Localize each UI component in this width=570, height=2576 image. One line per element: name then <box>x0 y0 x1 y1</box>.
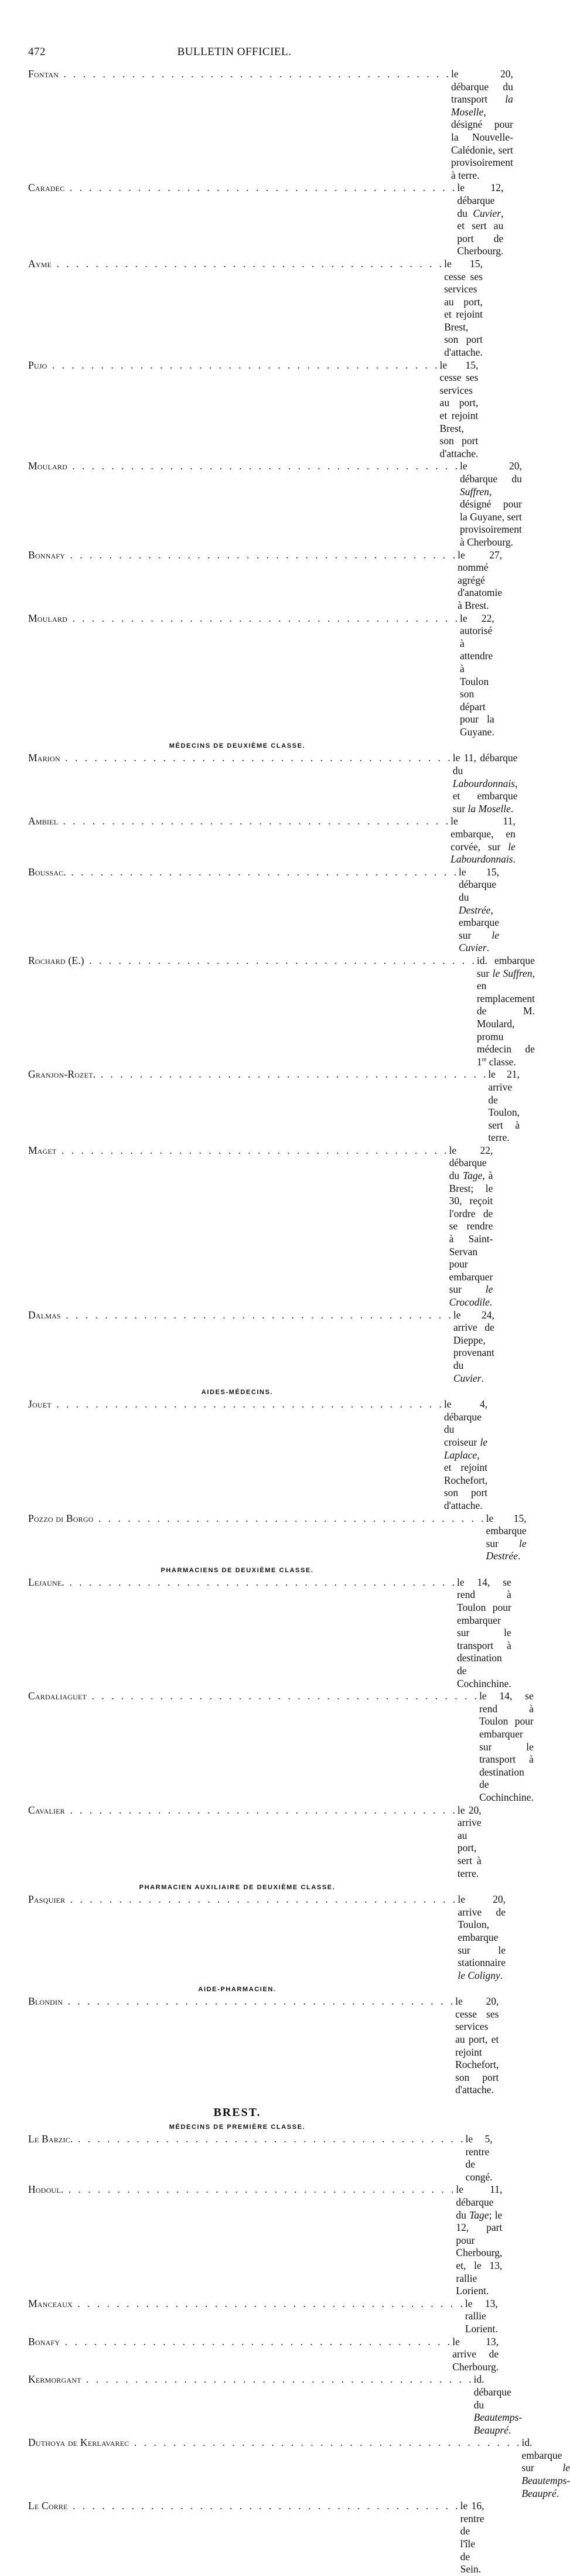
officer-name <box>28 1576 457 1589</box>
page-header <box>28 46 444 60</box>
entry-text <box>444 1398 487 1512</box>
leader-dots: . . . . . . . . . . . . . . . . . . . . . . . . . . . . . . . . . . . . . . . . <box>58 68 451 80</box>
leader-dots: . . . . . . . . . . . . . . . . . . . . . . . . . . . . . . . . . . . . . . . . <box>93 1512 486 1524</box>
ship-name: Labourdonnais <box>452 777 516 789</box>
officer-name-text: Kermorgant <box>28 2373 81 2386</box>
officer-name-text: Pozzo di Borgo <box>28 1512 94 1524</box>
section-heading: PHARMACIEN AUXILIAIRE DE DEUXIÈME CLASSE. <box>139 1884 336 1892</box>
entry-text <box>460 460 522 548</box>
officer-name-text: Cardaliaguet <box>28 1690 87 1702</box>
officer-name <box>28 612 460 625</box>
leader-dots: . . . . . . . . . . . . . . . . . . . . . . . . . . . . . . . . . . . . . . . . <box>65 1893 458 1906</box>
officer-name-text: Fontan <box>28 68 59 80</box>
entry-text-part: . <box>481 1372 484 1384</box>
entry-text <box>488 1068 520 1144</box>
leader-dots: . . . . . . . . . . . . . . . . . . . . . . . . . . . . . . . . . . . . . . . . <box>129 2437 522 2449</box>
section-heading: AIDES-MÉDECINS. <box>201 1389 274 1396</box>
officer-name <box>28 2336 452 2349</box>
ship-name: Destrée <box>459 904 491 916</box>
roster-entry <box>28 2373 523 2437</box>
officer-name <box>28 2183 456 2196</box>
officer-name <box>28 1068 488 1081</box>
entry-text <box>486 1512 527 1563</box>
entry-text <box>465 2298 498 2336</box>
entry-text <box>451 68 513 182</box>
leader-dots: . . . . . . . . . . . . . . . . . . . . . . . . . . . . . . . . . . . . . . . . <box>60 2335 453 2347</box>
leader-dots: . . . . . . . . . . . . . . . . . . . . . . . . . . . . . . . . . . . . . . . . <box>64 1804 458 1816</box>
ship-name: Beautemps-Beaupré <box>473 2411 523 2436</box>
entry-text <box>457 182 503 258</box>
entry-text-part: re <box>482 1056 487 1063</box>
entry-text-part: . <box>510 802 514 815</box>
roster-entry <box>28 1144 493 1309</box>
entry-text-part: le 20, cesse ses services au port, et rejoint Rochefort, son port d'attache. <box>455 1995 499 2096</box>
entry-text-part: . <box>486 942 490 954</box>
entry-text <box>458 549 502 612</box>
leader-dots: . . . . . . . . . . . . . . . . . . . . . . . . . . . . . . . . . . . . . . . . <box>67 612 460 624</box>
officer-name-text: Boussac. <box>28 866 66 878</box>
entry-text-part: . <box>518 1550 521 1562</box>
roster-entry <box>28 548 503 612</box>
roster-entry <box>28 1398 488 1512</box>
ship-name: Cuvier <box>473 207 501 219</box>
roster-entry <box>28 1893 506 1982</box>
entry-text-part: id. débarque du <box>473 2373 511 2411</box>
entry-text-part: le 13, rallie Lorient. <box>465 2297 498 2335</box>
entry-text-part: le 14, se rend à Toulon pour embarquer sur le transport à destination de Cochinchine. <box>457 1576 511 1689</box>
ship-name: le Laplace <box>443 1436 488 1461</box>
officer-name-text: Hodoul. <box>28 2183 64 2196</box>
section-heading: MÉDECINS DE DEUXIÈME CLASSE. <box>169 742 306 750</box>
entry-text-part: , embarque sur <box>459 904 499 941</box>
entry-text <box>450 815 516 866</box>
leader-dots: . . . . . . . . . . . . . . . . . . . . . . . . . . . . . . . . . . . . . . . . <box>64 182 458 194</box>
officer-name <box>28 1144 449 1157</box>
leader-dots: . . . . . . . . . . . . . . . . . . . . . . . . . . . . . . . . . . . . . . . . <box>60 752 453 764</box>
entry-text-part: le 15, embarque sur <box>486 1512 527 1549</box>
entry-text <box>444 258 483 359</box>
officer-name-text: Ayme <box>28 257 52 270</box>
entry-text-part: ; le 12, part pour Cherbourg, et, le 13, rallie Lorient. <box>456 2209 503 2297</box>
officer-name <box>28 460 460 473</box>
entry-text-part: le 5, rentre de congé. <box>465 2133 493 2183</box>
leader-dots: . . . . . . . . . . . . . . . . . . . . . . . . . . . . . . . . . . . . . . . . <box>65 548 458 561</box>
ship-name: le Coligny <box>458 1969 500 1981</box>
leader-dots: . . . . . . . . . . . . . . . . . . . . . . . . . . . . . . . . . . . . . . . . <box>81 2373 474 2386</box>
entry-text-part: le 20, débarque du <box>459 460 522 485</box>
entry-text <box>458 1804 482 1880</box>
entry-text-part: le 12, débarque du <box>457 182 504 219</box>
entry-text <box>474 2373 523 2437</box>
ship-name: Cuvier <box>453 1372 482 1384</box>
entry-text-part: le 16, rentre de l'île de Sein. <box>460 2500 484 2575</box>
leader-dots: . . . . . . . . . . . . . . . . . . . . . . . . . . . . . . . . . . . . . . . . <box>58 815 451 827</box>
entry-text-part: le 15, cesse ses services au port, et rejoint Brest, son port d'attache. <box>439 359 479 459</box>
officer-name-text: Dalmas <box>28 1309 61 1321</box>
officer-name-text: Blondin <box>28 1995 63 2008</box>
officer-name-text: Pujo <box>28 359 47 371</box>
roster-entry <box>28 866 499 955</box>
entry-text-part: , à Brest; le 30, reçoit l'ordre de se rendre à Saint-Servan pour embarquer sur <box>449 1170 493 1296</box>
ship-name: le Destrée <box>486 1537 527 1562</box>
document-body <box>28 68 570 2576</box>
officer-name-text: Ambiel <box>28 815 59 827</box>
officer-name <box>28 2373 474 2386</box>
city-heading: BREST. <box>213 2106 261 2120</box>
entry-text <box>449 1144 493 1309</box>
ship-name: Tage <box>462 1170 483 1182</box>
entry-text-part: . <box>556 2487 559 2499</box>
officer-name-text: Duthoya de Kerlavarec <box>28 2437 129 2449</box>
officer-name <box>28 258 444 271</box>
officer-name-text: Marion <box>28 752 60 764</box>
entry-text-part: le 22, autorisé à attendre à Toulon son départ pour la Guyane. <box>459 612 494 738</box>
roster-entry <box>28 182 504 258</box>
roster-entry <box>28 359 479 461</box>
leader-dots: . . . . . . . . . . . . . . . . . . . . . . . . . . . . . . . . . . . . . . . . <box>72 2297 465 2309</box>
ship-name: le Cuvier <box>459 929 499 954</box>
officer-name-text: Caradec <box>28 182 65 194</box>
officer-name <box>28 359 440 372</box>
section-heading: AIDE-PHARMACIEN. <box>198 1986 277 1994</box>
leader-dots: . . . . . . . . . . . . . . . . . . . . . . . . . . . . . . . . . . . . . . . . <box>84 954 477 966</box>
roster-entry <box>28 1995 499 2097</box>
officer-name-text: Moulard <box>28 612 67 624</box>
officer-name <box>28 2298 465 2311</box>
roster-entry <box>28 1068 520 1144</box>
roster-entry <box>28 68 513 182</box>
entry-text-part: le 24, arrive de Dieppe, provenant du <box>453 1309 494 1371</box>
entry-text-part: . <box>489 1296 493 1308</box>
officer-name <box>28 68 451 81</box>
officer-name <box>28 1309 453 1322</box>
entry-text <box>453 1309 494 1385</box>
entry-text <box>452 2336 499 2374</box>
ship-name: la Moselle <box>450 93 513 118</box>
entry-text-part: le 20, arrive de Toulon, embarque sur le stationnaire <box>458 1893 506 1969</box>
entry-text <box>477 955 535 1068</box>
officer-name <box>28 815 450 828</box>
entry-text <box>459 866 499 955</box>
officer-name-text: Le Barzic. <box>28 2133 73 2145</box>
entry-text-part: classe. <box>486 1055 516 1068</box>
roster-entry <box>28 1512 527 1563</box>
leader-dots: . . . . . . . . . . . . . . . . . . . . . . . . . . . . . . . . . . . . . . . . <box>67 2500 460 2512</box>
officer-name <box>28 2133 465 2146</box>
officer-name <box>28 182 457 195</box>
leader-dots: . . . . . . . . . . . . . . . . . . . . . . . . . . . . . . . . . . . . . . . . <box>63 2183 456 2196</box>
entry-text <box>458 1893 506 1982</box>
leader-dots: . . . . . . . . . . . . . . . . . . . . . . . . . . . . . . . . . . . . . . . . <box>56 1144 449 1156</box>
officer-name <box>28 866 459 879</box>
roster-entry <box>28 1804 482 1880</box>
entry-text <box>440 359 479 461</box>
officer-name <box>28 2500 460 2513</box>
running-title: BULLETIN OFFICIEL. <box>177 46 292 58</box>
ship-name: le Beautemps-Beaupré <box>521 2462 570 2499</box>
entry-text-part: , et embarque sur <box>452 777 518 815</box>
leader-dots: . . . . . . . . . . . . . . . . . . . . . . . . . . . . . . . . . . . . . . . . <box>87 1690 480 1702</box>
leader-dots: . . . . . . . . . . . . . . . . . . . . . . . . . . . . . . . . . . . . . . . . <box>63 1995 456 2008</box>
entry-text-part: id. embarque sur <box>476 954 535 979</box>
entry-text-part: . <box>500 1969 503 1981</box>
entry-text <box>453 752 518 815</box>
entry-text-part: le 20, arrive au port, sert à terre. <box>457 1804 482 1879</box>
roster-entry <box>28 2133 493 2183</box>
roster-entry <box>28 2183 503 2297</box>
leader-dots: . . . . . . . . . . . . . . . . . . . . . . . . . . . . . . . . . . . . . . . . <box>73 2133 466 2145</box>
page-number: 472 <box>28 46 46 58</box>
entry-text-part: le 11, embarque, en corvée, sur <box>450 815 516 853</box>
leader-dots: . . . . . . . . . . . . . . . . . . . . . . . . . . . . . . . . . . . . . . . . <box>47 359 440 371</box>
roster-entry <box>28 2500 484 2576</box>
entry-text-part: le 11, débarque du <box>456 2183 503 2221</box>
officer-name-text: Maget <box>28 1144 57 1156</box>
entry-text-part: , et rejoint Rochefort, son port d'attache. <box>443 1449 488 1511</box>
entry-text <box>479 1690 534 1804</box>
entry-text-part: , et sert au port de Cherbourg. <box>457 207 504 257</box>
officer-name <box>28 2437 521 2449</box>
officer-name <box>28 1690 479 1703</box>
entry-text <box>455 1995 499 2097</box>
leader-dots: . . . . . . . . . . . . . . . . . . . . . . . . . . . . . . . . . . . . . . . . <box>95 1068 489 1081</box>
roster-entry <box>28 2297 498 2336</box>
roster-entry <box>28 257 483 359</box>
entry-text <box>457 1576 511 1690</box>
ship-name: la Moselle <box>467 802 511 815</box>
roster-entry <box>28 954 535 1068</box>
entry-text-part: le 20, débarque du transport <box>450 68 513 105</box>
entry-text <box>460 2500 484 2576</box>
officer-name-text: Bonafy <box>28 2335 60 2347</box>
officer-name <box>28 1995 455 2008</box>
entry-text-part: . <box>508 2424 511 2436</box>
ship-name: le Suffren <box>492 967 533 979</box>
officer-name-text: Granjon-Rozet. <box>28 1068 96 1081</box>
roster-entry <box>28 2437 570 2500</box>
entry-text-part: , en remplacement de M. Moulard, promu médecin de 1 <box>476 967 535 1068</box>
officer-name <box>28 752 453 765</box>
entry-text-part: le 15, cesse ses services au port, et rejoint Brest, son port d'attache. <box>444 257 483 359</box>
entry-text-part: le 13, arrive de Cherbourg. <box>452 2335 499 2373</box>
entry-text-part: le 15, débarque du <box>459 866 499 903</box>
officer-name-text: Lejaune. <box>28 1576 64 1588</box>
roster-entry <box>28 1576 511 1690</box>
entry-text-part: le 4, débarque du croiseur <box>443 1398 488 1448</box>
officer-name <box>28 549 458 562</box>
entry-text-part: . <box>513 853 516 866</box>
officer-name-text: Manceaux <box>28 2297 73 2309</box>
officer-name <box>28 1512 486 1525</box>
ship-name: le Labourdonnais <box>450 840 516 866</box>
roster-entry <box>28 815 516 866</box>
entry-text-part: le 22, débarque du <box>449 1144 493 1182</box>
roster-entry <box>28 752 518 815</box>
officer-name-text: Bonnafy <box>28 548 66 561</box>
entry-text <box>460 612 494 739</box>
officer-name-text: Rochard (E.) <box>28 954 84 966</box>
entry-text-part: , désigné pour la Guyane, sert provisoirement à Cherbourg. <box>459 485 522 548</box>
roster-entry <box>28 1690 534 1804</box>
officer-name-text: Cavalier <box>28 1804 65 1816</box>
leader-dots: . . . . . . . . . . . . . . . . . . . . . . . . . . . . . . . . . . . . . . . . <box>60 1309 453 1321</box>
entry-text <box>521 2437 570 2500</box>
entry-text-part: le 11, débarque du <box>452 752 518 777</box>
officer-name-text: Pasquier <box>28 1893 66 1906</box>
entry-text-part: le 14, se rend à Toulon pour embarquer sur le transport à destination de Cochinchine. <box>479 1690 534 1803</box>
officer-name-text: Moulard <box>28 460 67 472</box>
leader-dots: . . . . . . . . . . . . . . . . . . . . . . . . . . . . . . . . . . . . . . . . <box>66 866 459 878</box>
officer-name-text: Le Corre <box>28 2500 68 2512</box>
entry-text-part: id. embarque sur <box>521 2437 563 2474</box>
leader-dots: . . . . . . . . . . . . . . . . . . . . . . . . . . . . . . . . . . . . . . . . <box>64 1576 457 1588</box>
officer-name <box>28 1804 458 1817</box>
leader-dots: . . . . . . . . . . . . . . . . . . . . . . . . . . . . . . . . . . . . . . . . <box>51 1398 444 1410</box>
roster-entry <box>28 1309 494 1385</box>
section-heading: MÉDECINS DE PREMIÈRE CLASSE. <box>169 2124 306 2131</box>
entry-text <box>465 2133 492 2183</box>
officer-name-text: Jouet <box>28 1398 52 1410</box>
section-heading: PHARMACIENS DE DEUXIÈME CLASSE. <box>161 1566 314 1574</box>
ship-name: le Crocodile <box>449 1283 493 1308</box>
officer-name <box>28 1893 458 1906</box>
roster-entry <box>28 2335 499 2374</box>
entry-text <box>456 2183 502 2297</box>
officer-name <box>28 955 477 967</box>
officer-name <box>28 1398 444 1411</box>
roster-entry <box>28 612 494 739</box>
roster-entry <box>28 460 522 548</box>
entry-text-part: le 21, arrive de Toulon, sert à terre. <box>488 1068 520 1144</box>
entry-text-part: , désigné pour la Nouvelle-Calédonie, sert provisoirement à terre. <box>450 105 513 181</box>
leader-dots: . . . . . . . . . . . . . . . . . . . . . . . . . . . . . . . . . . . . . . . . <box>52 257 445 270</box>
ship-name: Tage <box>469 2209 489 2221</box>
entry-text-part: le 27, nommé agrégé d'anatomie à Brest. <box>458 548 503 611</box>
leader-dots: . . . . . . . . . . . . . . . . . . . . . . . . . . . . . . . . . . . . . . . . <box>67 460 460 472</box>
ship-name: Suffren <box>459 485 489 498</box>
